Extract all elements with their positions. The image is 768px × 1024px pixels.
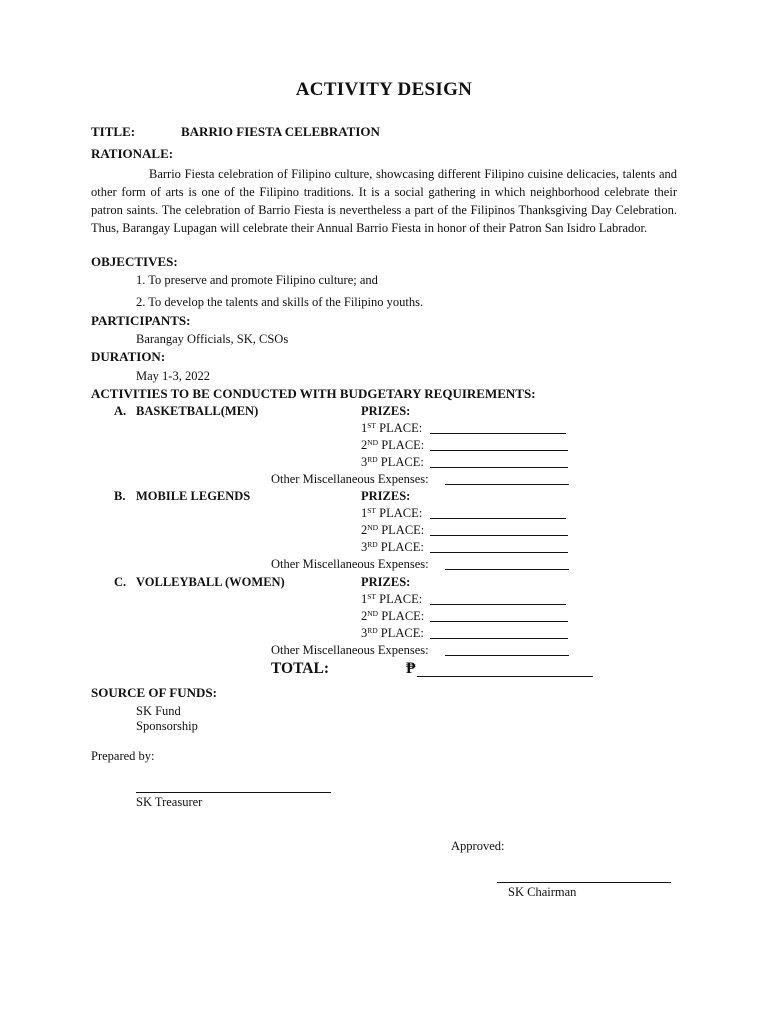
blank-line bbox=[430, 604, 566, 605]
objective-item: 2. To develop the talents and skills of the Filipino youths. bbox=[136, 295, 424, 309]
activity-letter: A. bbox=[114, 404, 127, 418]
misc-label: Other Miscellaneous Expenses: bbox=[271, 472, 429, 486]
activity-letter: C. bbox=[114, 575, 127, 589]
blank-line bbox=[445, 484, 569, 485]
place-label: 3RD PLACE: bbox=[361, 626, 424, 640]
place-label: 1ST PLACE: bbox=[361, 592, 423, 606]
place-label: 2ND PLACE: bbox=[361, 609, 425, 623]
activity-name: BASKETBALL(MEN) bbox=[136, 404, 259, 418]
title-value: BARRIO FIESTA CELEBRATION bbox=[181, 124, 380, 139]
signature-line bbox=[136, 792, 331, 793]
place-label: 2ND PLACE: bbox=[361, 438, 425, 452]
participants-label: PARTICIPANTS: bbox=[91, 313, 191, 328]
source-item: Sponsorship bbox=[136, 719, 198, 733]
page-title: ACTIVITY DESIGN bbox=[295, 79, 473, 100]
peso-sign: ₱ bbox=[406, 660, 416, 677]
total-blank-line bbox=[417, 676, 593, 677]
blank-line bbox=[430, 450, 568, 451]
place-label: 2ND PLACE: bbox=[361, 523, 425, 537]
total-label: TOTAL: bbox=[271, 660, 329, 677]
blank-line bbox=[430, 433, 566, 434]
objective-item: 1. To preserve and promote Filipino culture; and bbox=[136, 273, 378, 287]
blank-line bbox=[430, 638, 568, 639]
prizes-label: PRIZES: bbox=[361, 489, 411, 503]
activity-letter: B. bbox=[114, 489, 126, 503]
blank-line bbox=[430, 535, 568, 536]
prepared-by-label: Prepared by: bbox=[91, 749, 155, 763]
misc-label: Other Miscellaneous Expenses: bbox=[271, 557, 429, 571]
source-item: SK Fund bbox=[136, 704, 181, 718]
misc-label: Other Miscellaneous Expenses: bbox=[271, 643, 429, 657]
place-label: 1ST PLACE: bbox=[361, 421, 423, 435]
blank-line bbox=[430, 552, 568, 553]
place-label: 1ST PLACE: bbox=[361, 506, 423, 520]
duration-label: DURATION: bbox=[91, 349, 166, 364]
approved-label: Approved: bbox=[451, 839, 505, 853]
participants-value: Barangay Officials, SK, CSOs bbox=[136, 332, 289, 346]
rationale-text: Barrio Fiesta celebration of Filipino culture, showcasing different Filipino cuisine delicacies, talents and other form of arts is one of the Filipino traditions. It is a social gathering in which neighborhood celebrate their patron saints. The celebration of Barrio Fiesta is nevertheless a part of the Filipinos Thanksgiving Day Celebration. Thus, Barangay Lupagan will celebrate their Annual Barrio Fiesta in honor of their Patron San Isidro Labrador. bbox=[91, 167, 677, 235]
blank-line bbox=[430, 467, 568, 468]
title-label: TITLE: bbox=[91, 124, 136, 139]
objectives-label: OBJECTIVES: bbox=[91, 254, 178, 269]
prizes-label: PRIZES: bbox=[361, 575, 411, 589]
place-label: 3RD PLACE: bbox=[361, 455, 424, 469]
source-of-funds-label: SOURCE OF FUNDS: bbox=[91, 685, 217, 700]
activity-name: VOLLEYBALL (WOMEN) bbox=[136, 575, 285, 589]
activities-label: ACTIVITIES TO BE CONDUCTED WITH BUDGETARY REQUIREMENTS: bbox=[91, 386, 536, 401]
blank-line bbox=[445, 655, 569, 656]
blank-line bbox=[430, 621, 568, 622]
blank-line bbox=[445, 569, 569, 570]
approved-role: SK Chairman bbox=[508, 885, 577, 899]
duration-value: May 1-3, 2022 bbox=[136, 369, 210, 383]
activity-name: MOBILE LEGENDS bbox=[136, 489, 251, 503]
prizes-label: PRIZES: bbox=[361, 404, 411, 418]
blank-line bbox=[430, 518, 566, 519]
rationale-label: RATIONALE: bbox=[91, 146, 174, 161]
prepared-role: SK Treasurer bbox=[136, 795, 203, 809]
place-label: 3RD PLACE: bbox=[361, 540, 424, 554]
signature-line bbox=[497, 882, 671, 883]
